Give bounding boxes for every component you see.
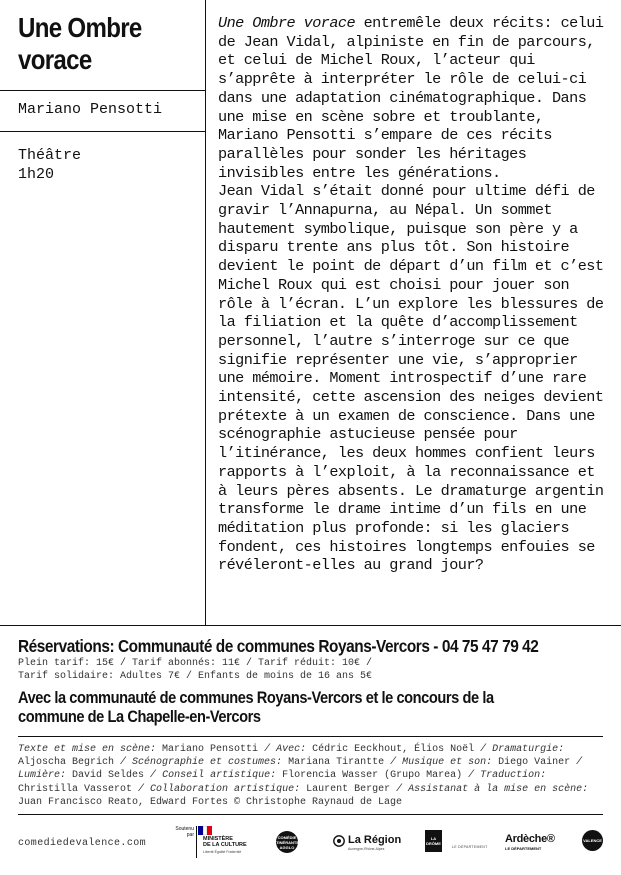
credit-role: Avec: [276,744,307,755]
credit-entry [276,744,474,755]
credit-role: Traduction: [480,770,547,782]
credit-names: Laurent Berger [306,783,391,795]
credit-role: Assistanat à la mise en scène: [408,783,589,795]
credit-separator: / [474,744,493,755]
credit-entry [162,770,462,781]
valence-logo: VALENCE [582,830,603,851]
credit-separator: / [144,770,163,782]
tarifs-line-2: Tarif solidaire: Adultes 7€ / Enfants de moins de 16 ans 5€ [18,671,373,682]
credits [18,743,608,809]
description-paragraph-2: Jean Vidal s’était donné pour ultime défi de gravir l’Annapurna, au Népal. Un sommet hautement symbolique, puisque son père y a disparu trente ans plus tôt. Son histoire devient le point de départ d’un film et c’est Michel Roux qui est choisi pour jouer son rôle à l’écran. L’un explore les blessures de la filiation et la quête d’accomplissement personnel, l’autre s’interroge sur ce que signifie représenter une vie, s’approprier une mémoire. Moment introspectif d’une rare intensité, cette ascension des neiges devient prétexte à un examen de conscience. Dans une scénographie astucieuse pensée pour l’itinérance, les deux hommes confient leurs rapports à l’exploit, à la reconnaissance et à leurs pères absents. Le dramaturge argentin transforme le drame intime d’un fils en une méditation plus profonde: si les glaciers fondent, ces histoires longtemps enfouies se révéleront-elles au grand jour? [218,182,604,575]
credit-separator: / [132,783,151,795]
show-title-line1: Une Ombre [18,12,142,43]
region-icon [333,835,345,847]
credit-entry [150,784,390,795]
tarifs-line-1: Plein tarif: 15€ / Tarif abonnés: 11€ / Tarif réduit: 10€ / [18,658,373,669]
credit-entry [402,757,570,768]
credit-separator: / [390,783,409,795]
show-title-line2: vorace [18,44,92,75]
drome-department-label: LE DÉPARTEMENT [452,845,488,849]
show-title [18,12,173,76]
website-link[interactable]: comediedevalence.com [18,838,147,849]
credit-separator: / [258,744,277,755]
divider [0,90,205,91]
credit-role: Scénographie et costumes: [132,757,283,769]
reservations-heading: Réservations: Communauté de communes Royans-Vercors - 04 75 47 79 42 [18,636,539,656]
credit-names: Diego Vainer [498,757,571,769]
credit-names: David Seldes [72,770,145,782]
credit-role: Musique et son: [402,757,493,769]
duration: 1h20 [18,166,55,183]
description-p1-text: entremêle deux récits: celui de Jean Vidal, alpiniste en fin de parcours, et celui de Michel Roux, l’acteur qui s’apprête à interpréter le rôle de celui-ci dans une adaptation cinématographique. Dans une mise en scène sobre et troublante, Mariano Pensotti s’empare de ces récits parallèles pour sonder les héritages invisibles entre les générations. [218,14,604,182]
divider [0,625,621,626]
divider [18,814,603,815]
credit-role: Conseil artistique: [162,770,277,782]
soutenu-par-label: Soutenu par [175,826,194,838]
ardeche-logo: Ardèche® [505,833,555,845]
genre: Théâtre [18,147,82,164]
credit-names: Cédric Eeckhout, Élios Noël [312,744,475,755]
credit-names: Florencia Wasser (Grupo Marea) [282,770,463,782]
show-title-italic: Une Ombre vorace [218,14,356,32]
support-line-1: Avec la communauté de communes Royans-Vercors et le concours de la [18,688,494,707]
flag-red [207,826,212,835]
ministere-culture-logo [203,836,247,848]
description-paragraph-1 [218,14,610,182]
divider [0,131,205,132]
credit-separator: / [570,757,583,769]
support-notice [18,688,551,726]
region-logo: La Région [348,834,402,846]
column-divider [205,0,206,625]
credit-names: Mariana Tirantte [288,757,385,769]
tarifs [18,657,372,683]
credit-entry [18,744,258,755]
credit-role: Lumière: [18,770,67,782]
credit-separator: / [114,757,133,769]
credit-role: Dramaturgie: [492,744,565,755]
credit-separator: / [384,757,403,769]
support-line-2: commune de La Chapelle-en-Vercors [18,707,261,726]
credit-names: Mariano Pensotti [162,744,259,755]
divider [18,736,603,737]
credit-role: Texte et mise en scène: [18,744,157,755]
credit-separator: / [462,770,481,782]
credit-role: Collaboration artistique: [150,783,301,795]
show-meta [18,146,81,184]
marianne-flag-icon [198,826,212,835]
ministere-motto: Liberté Égalité Fraternité [203,850,242,854]
credit-entry [132,757,384,768]
description [218,14,610,575]
credit-entry [18,770,144,781]
logo-divider [196,826,197,858]
credit-names: Christilla Vasserot [18,783,133,795]
ministere-line-1: MINISTÈRE [203,836,233,842]
author-name: Mariano Pensotti [18,101,163,118]
credit-names: Aljoscha Begrich [18,757,115,769]
comedie-itinerante-logo: COMÉDIE ITINÉRANTE AGGLO [276,831,298,853]
region-subtitle: Auvergne-Rhône-Alpes [348,847,385,851]
ardeche-subtitle: LE DÉPARTEMENT [505,846,542,851]
ministere-line-2: DE LA CULTURE [203,842,247,848]
drome-department-logo: LA DRÔME [425,830,442,852]
credit-names: Juan Francisco Reato, Edward Fortes © Christophe Raynaud de Lage [18,796,403,808]
